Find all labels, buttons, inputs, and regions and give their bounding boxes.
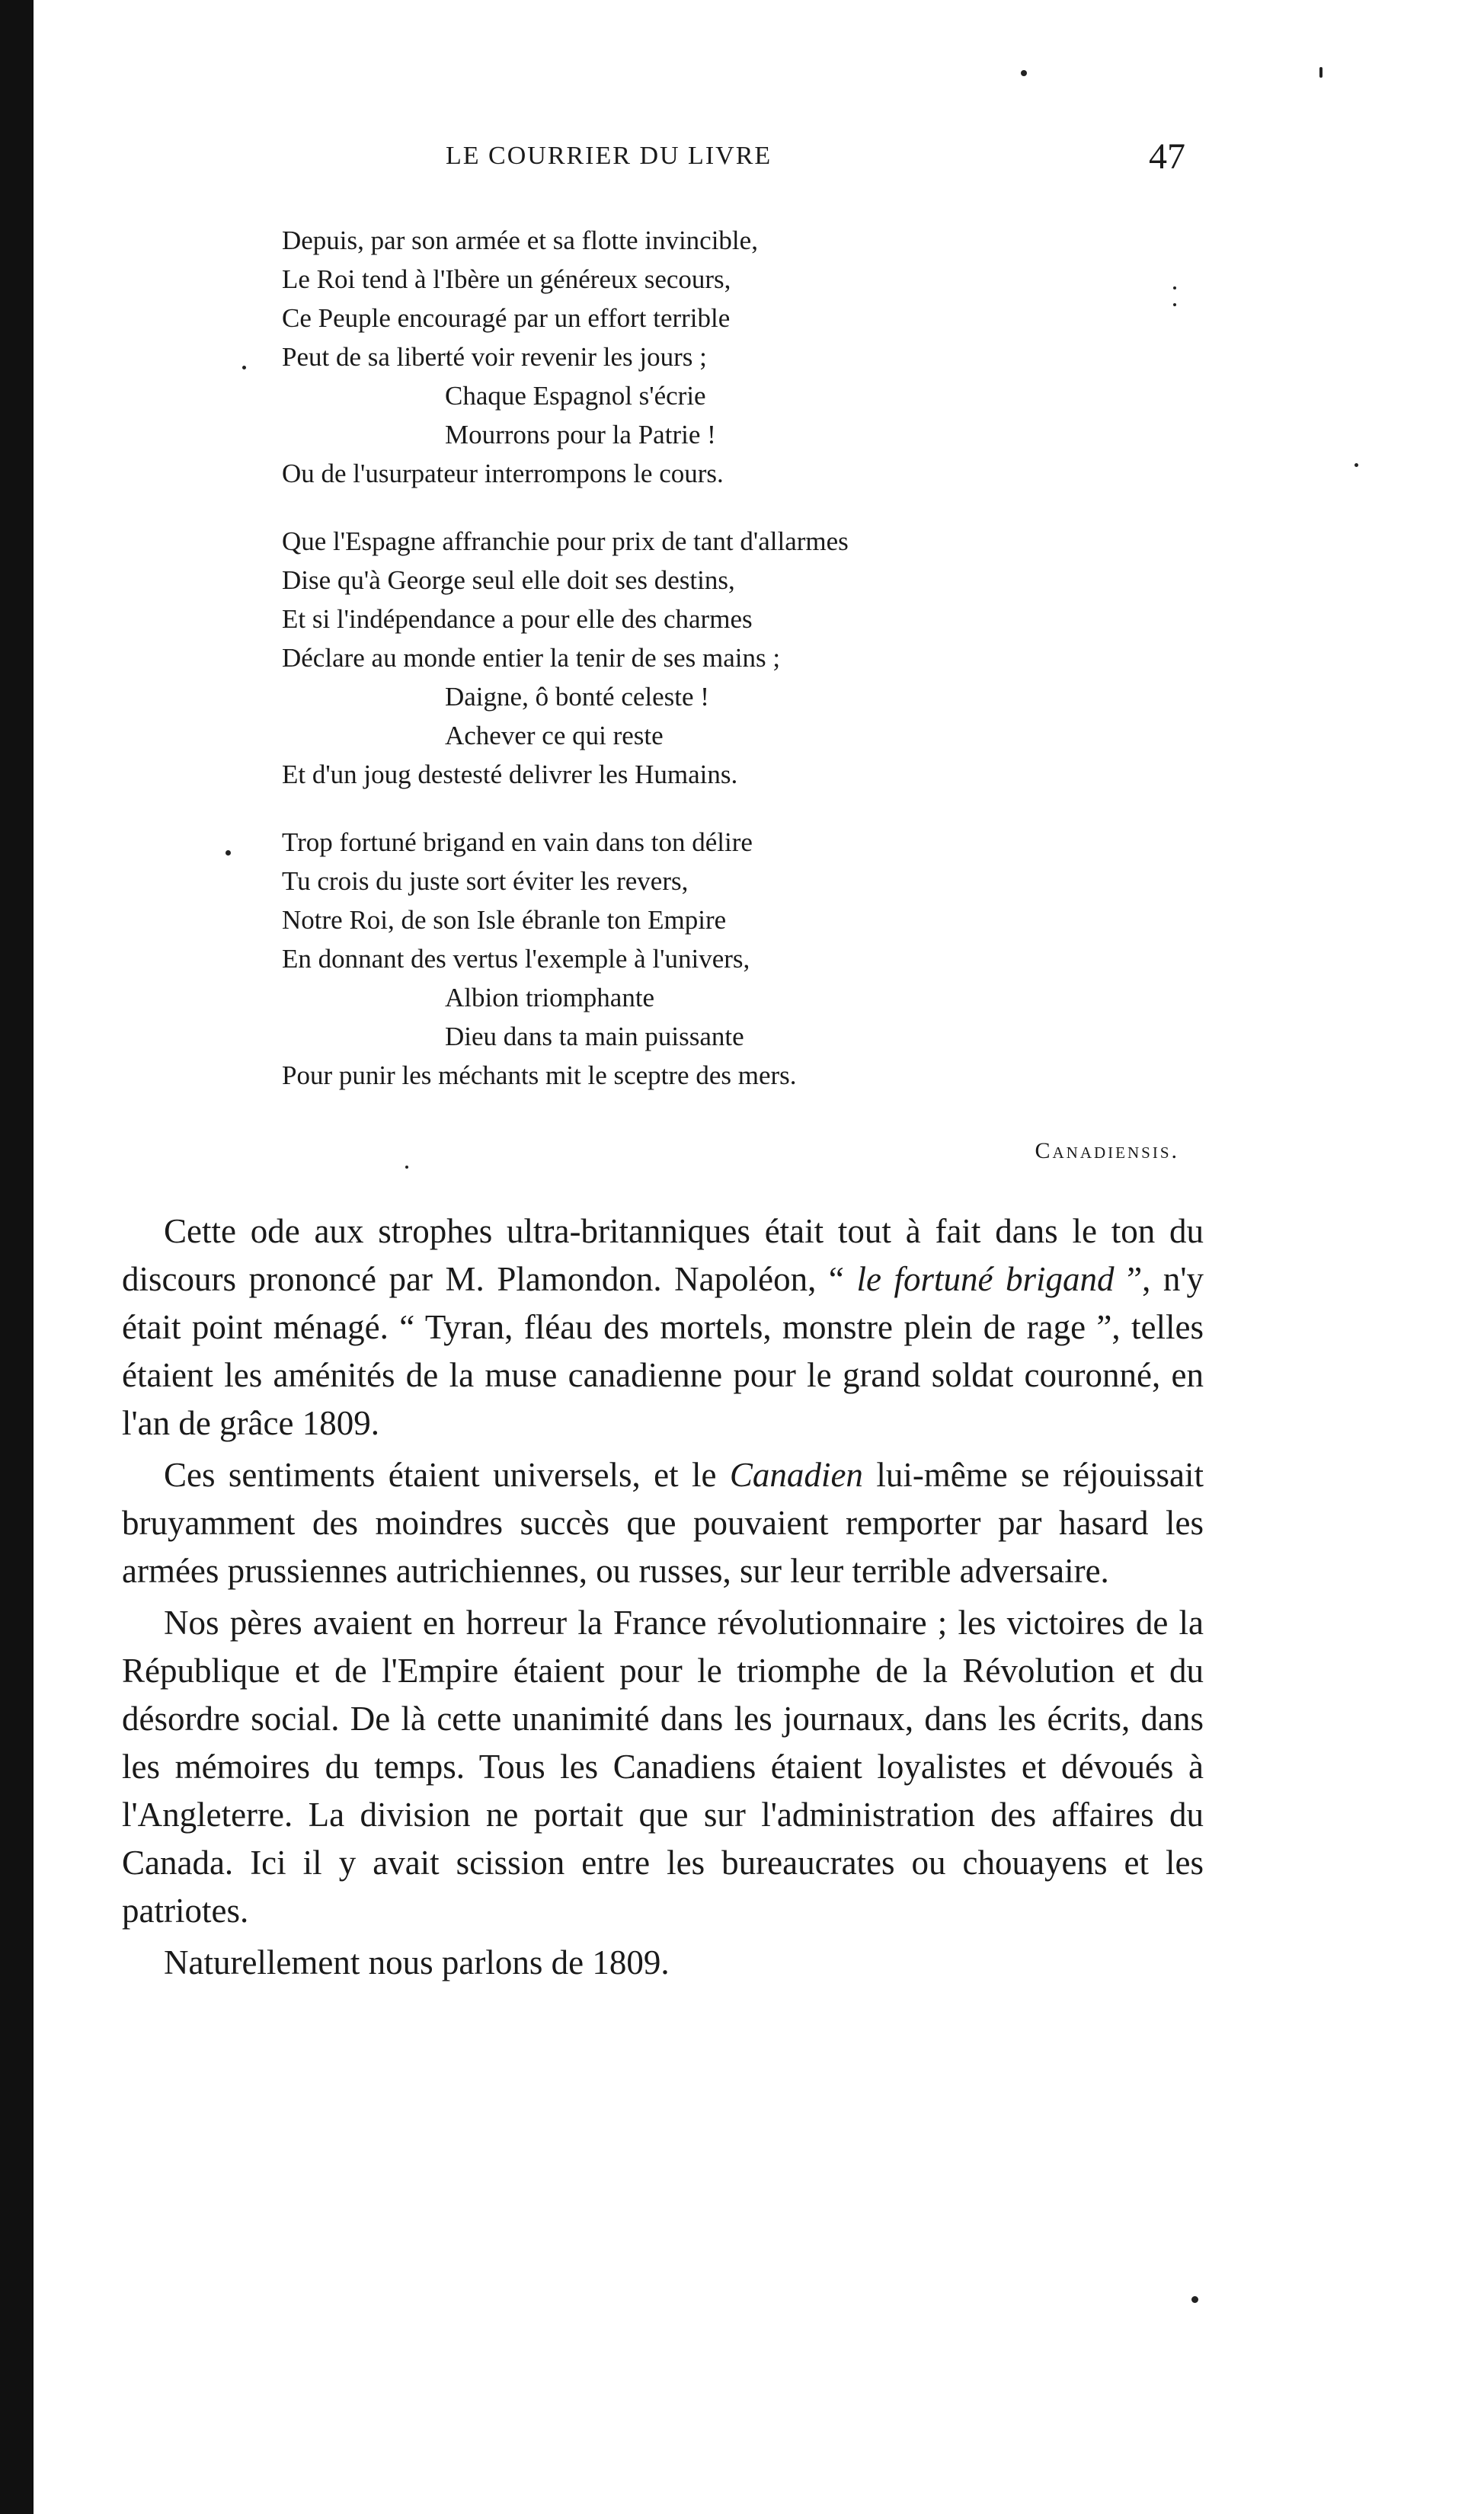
verse-line-refrain: Daigne, ô bonté celeste ! <box>445 682 709 712</box>
verse-line: Ce Peuple encouragé par un effort terrible <box>282 303 731 333</box>
scan-speck <box>1021 70 1027 76</box>
scan-speck <box>1173 286 1176 289</box>
verse-line-refrain: Achever ce qui reste <box>445 721 664 750</box>
verse-line: Notre Roi, de son Isle ébranle ton Empire <box>282 905 727 935</box>
poem-stanza-1 <box>282 221 1196 493</box>
verse-line-refrain: Mourrons pour la Patrie ! <box>445 420 716 449</box>
verse-line: En donnant des vertus l'exemple à l'univers, <box>282 944 750 974</box>
running-head: LE COURRIER DU LIVRE <box>446 142 772 170</box>
paragraph-text: ”, n'y était point ménagé. “ Tyran, fléau des mortels, monstre plein de rage ”, telles étaient les aménités de la muse canadienne pour le grand soldat couronné, en l'an de grâce 1809. <box>122 1260 1204 1442</box>
scan-speck <box>1354 463 1358 467</box>
poem-stanza-3 <box>282 823 1196 1095</box>
verse-line: Depuis, par son armée et sa flotte invincible, <box>282 225 758 255</box>
poem <box>282 221 1196 1124</box>
verse-line-refrain: Albion triomphante <box>445 983 655 1012</box>
scan-speck <box>225 850 231 856</box>
paragraph: Naturellement nous parlons de 1809. <box>164 1943 670 1981</box>
verse-line: Tu crois du juste sort éviter les revers, <box>282 866 689 896</box>
poem-signature: Canadiensis. <box>1035 1138 1179 1163</box>
scan-speck <box>242 366 246 369</box>
scan-speck <box>1319 67 1322 78</box>
verse-line: Déclare au monde entier la tenir de ses mains ; <box>282 643 781 673</box>
paragraph <box>122 1451 1204 1595</box>
scan-speck <box>1191 2296 1198 2303</box>
quoted-italic-text: le fortuné brigand <box>856 1260 1115 1298</box>
verse-line: Ou de l'usurpateur interrompons le cours. <box>282 459 724 488</box>
verse-line: Et d'un joug destesté delivrer les Humains. <box>282 760 738 789</box>
verse-line: Le Roi tend à l'Ibère un généreux secours, <box>282 264 731 294</box>
scan-speck <box>405 1166 408 1169</box>
scan-speck <box>1173 303 1176 306</box>
paragraph <box>122 1207 1204 1447</box>
page-number: 47 <box>1149 136 1185 177</box>
verse-line: Dise qu'à George seul elle doit ses destins, <box>282 565 735 595</box>
newspaper-title-italic: Canadien <box>729 1456 863 1494</box>
paragraph: Nos pères avaient en horreur la France révolutionnaire ; les victoires de la République et de l'Empire étaient pour le triomphe de la Révolution et du désordre social. De là cette unanimité dans les journaux, dans les écrits, dans les mémoires du temps. Tous les Canadiens étaient loyalistes et dévoués à l'Angleterre. La division ne portait que sur l'administration des affaires du Canada. Ici il y avait scission entre les bureaucrates ou chouayens et les patriotes. <box>122 1604 1204 1930</box>
paragraph-text: Ces sentiments étaient universels, et le <box>164 1456 730 1494</box>
verse-line-refrain: Dieu dans ta main puissante <box>445 1022 744 1051</box>
verse-line: Peut de sa liberté voir revenir les jours ; <box>282 342 707 372</box>
verse-line-refrain: Chaque Espagnol s'écrie <box>445 381 706 411</box>
paragraph-text: lui-même se réjouissait bruyamment des moindres succès que pouvaient remporter par hasard les armées prussiennes autrichiennes, ou russes, sur leur terrible adversaire. <box>122 1456 1204 1590</box>
verse-line: Que l'Espagne affranchie pour prix de tant d'allarmes <box>282 526 849 556</box>
poem-stanza-2 <box>282 522 1196 794</box>
paragraph-text: Cette ode aux strophes ultra-britanniques était tout à fait dans le ton du discours prononcé par M. Plamondon. Napoléon, “ <box>122 1212 1204 1298</box>
verse-line: Et si l'indépendance a pour elle des charmes <box>282 604 753 634</box>
verse-line: Pour punir les méchants mit le sceptre des mers. <box>282 1060 797 1090</box>
verse-line: Trop fortuné brigand en vain dans ton délire <box>282 827 753 857</box>
prose-body <box>122 1207 1204 1991</box>
